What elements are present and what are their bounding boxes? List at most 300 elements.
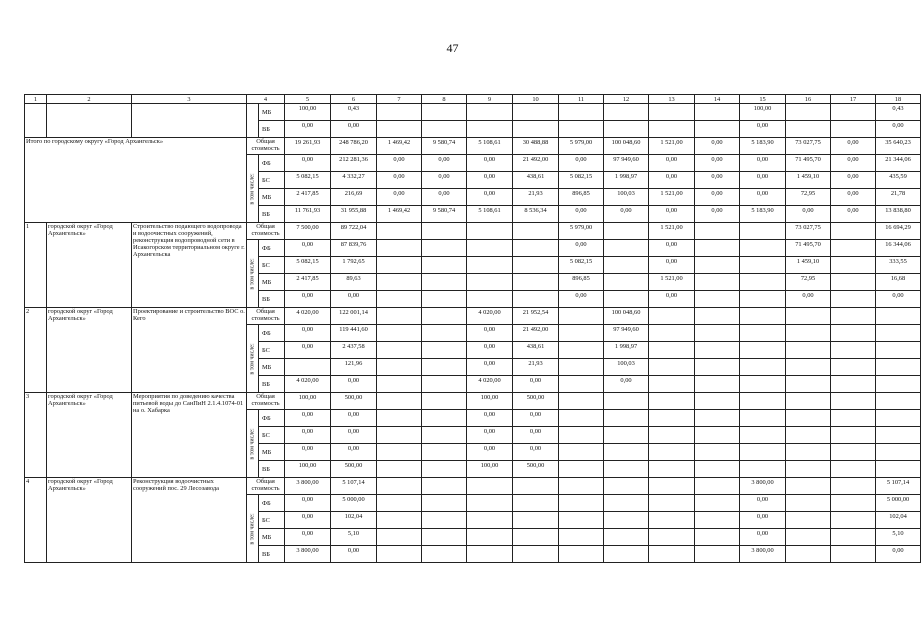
value-cell: 19 261,93 bbox=[285, 138, 331, 155]
funding-source: МБ bbox=[259, 529, 285, 546]
project-label: Проектирование и строительство ВОС о. Кего bbox=[132, 308, 247, 393]
value-cell: 0,00 bbox=[649, 206, 695, 223]
value-cell: 0,00 bbox=[285, 427, 331, 444]
value-cell: 1 998,97 bbox=[604, 172, 649, 189]
value-cell bbox=[831, 240, 876, 257]
value-cell bbox=[513, 495, 559, 512]
column-header: 14 bbox=[695, 95, 740, 104]
value-cell bbox=[604, 240, 649, 257]
funding-source: ВБ bbox=[259, 206, 285, 223]
value-cell bbox=[876, 393, 921, 410]
value-cell bbox=[740, 223, 786, 240]
column-header: 10 bbox=[513, 95, 559, 104]
value-cell bbox=[695, 444, 740, 461]
value-cell bbox=[559, 325, 604, 342]
value-cell bbox=[649, 121, 695, 138]
value-cell bbox=[740, 325, 786, 342]
value-cell bbox=[740, 427, 786, 444]
value-cell bbox=[559, 529, 604, 546]
value-cell bbox=[422, 257, 467, 274]
value-cell bbox=[559, 495, 604, 512]
value-cell bbox=[604, 393, 649, 410]
value-cell: 0,00 bbox=[513, 410, 559, 427]
budget-table bbox=[24, 94, 921, 563]
value-cell bbox=[831, 359, 876, 376]
value-cell bbox=[831, 325, 876, 342]
value-cell bbox=[649, 529, 695, 546]
value-cell: 121,96 bbox=[331, 359, 377, 376]
value-cell bbox=[422, 104, 467, 121]
value-cell bbox=[604, 495, 649, 512]
value-cell bbox=[831, 121, 876, 138]
value-cell: 0,00 bbox=[740, 189, 786, 206]
vertical-label bbox=[247, 240, 259, 308]
value-cell: 87 839,76 bbox=[331, 240, 377, 257]
value-cell: 21 492,00 bbox=[513, 325, 559, 342]
value-cell bbox=[604, 223, 649, 240]
value-cell bbox=[876, 461, 921, 478]
value-cell bbox=[649, 427, 695, 444]
value-cell: 0,00 bbox=[831, 206, 876, 223]
value-cell: 0,00 bbox=[422, 172, 467, 189]
value-cell: 0,00 bbox=[467, 155, 513, 172]
value-cell: 4 020,00 bbox=[467, 308, 513, 325]
value-cell bbox=[786, 444, 831, 461]
value-cell bbox=[513, 291, 559, 308]
blank-cell bbox=[247, 104, 259, 138]
value-cell bbox=[513, 529, 559, 546]
value-cell: 16 694,29 bbox=[876, 223, 921, 240]
value-cell bbox=[422, 274, 467, 291]
value-cell: 102,04 bbox=[331, 512, 377, 529]
column-header: 8 bbox=[422, 95, 467, 104]
value-cell bbox=[649, 495, 695, 512]
value-cell: 30 488,88 bbox=[513, 138, 559, 155]
value-cell: 1 998,97 bbox=[604, 342, 649, 359]
value-cell: 35 640,23 bbox=[876, 138, 921, 155]
value-cell: 248 786,20 bbox=[331, 138, 377, 155]
value-cell: 0,00 bbox=[559, 206, 604, 223]
value-cell: 21,78 bbox=[876, 189, 921, 206]
total-label: Общая стоимость bbox=[247, 393, 285, 410]
value-cell: 21 952,54 bbox=[513, 308, 559, 325]
value-cell: 119 441,60 bbox=[331, 325, 377, 342]
value-cell: 0,00 bbox=[740, 121, 786, 138]
value-cell bbox=[377, 427, 422, 444]
value-cell bbox=[604, 121, 649, 138]
value-cell bbox=[377, 376, 422, 393]
total-label: Общая стоимость bbox=[247, 223, 285, 240]
value-cell bbox=[649, 444, 695, 461]
value-cell: 0,00 bbox=[649, 240, 695, 257]
value-cell: 1 521,00 bbox=[649, 223, 695, 240]
column-header: 4 bbox=[247, 95, 285, 104]
value-cell: 100,00 bbox=[740, 104, 786, 121]
value-cell: 3 800,00 bbox=[740, 546, 786, 563]
value-cell bbox=[377, 512, 422, 529]
value-cell bbox=[377, 495, 422, 512]
value-cell bbox=[831, 274, 876, 291]
value-cell bbox=[377, 461, 422, 478]
value-cell bbox=[467, 223, 513, 240]
value-cell bbox=[740, 240, 786, 257]
value-cell: 5 000,00 bbox=[876, 495, 921, 512]
value-cell bbox=[649, 308, 695, 325]
value-cell bbox=[876, 376, 921, 393]
value-cell: 1 521,00 bbox=[649, 138, 695, 155]
value-cell bbox=[740, 444, 786, 461]
value-cell: 0,00 bbox=[649, 257, 695, 274]
value-cell: 0,00 bbox=[285, 342, 331, 359]
group-total-row bbox=[25, 308, 921, 325]
value-cell: 0,00 bbox=[695, 138, 740, 155]
value-cell: 102,04 bbox=[876, 512, 921, 529]
value-cell: 0,00 bbox=[876, 121, 921, 138]
value-cell: 0,00 bbox=[285, 155, 331, 172]
value-cell: 0,00 bbox=[513, 427, 559, 444]
column-header: 12 bbox=[604, 95, 649, 104]
value-cell: 0,00 bbox=[331, 444, 377, 461]
value-cell bbox=[831, 291, 876, 308]
value-cell: 0,00 bbox=[467, 325, 513, 342]
vertical-label-text: в том числе: bbox=[249, 427, 255, 460]
value-cell bbox=[377, 121, 422, 138]
value-cell: 1 792,65 bbox=[331, 257, 377, 274]
funding-source: БС bbox=[259, 257, 285, 274]
value-cell bbox=[422, 461, 467, 478]
funding-source: ВБ bbox=[259, 121, 285, 138]
value-cell bbox=[695, 342, 740, 359]
value-cell: 89 722,04 bbox=[331, 223, 377, 240]
value-cell bbox=[831, 223, 876, 240]
value-cell: 71 495,70 bbox=[786, 240, 831, 257]
value-cell bbox=[786, 121, 831, 138]
value-cell: 438,61 bbox=[513, 342, 559, 359]
value-cell bbox=[377, 325, 422, 342]
value-cell: 0,00 bbox=[740, 495, 786, 512]
value-cell bbox=[831, 393, 876, 410]
value-cell bbox=[559, 121, 604, 138]
value-cell: 0,00 bbox=[285, 529, 331, 546]
funding-source: ФБ bbox=[259, 240, 285, 257]
table-body bbox=[25, 95, 921, 563]
value-cell bbox=[786, 104, 831, 121]
value-cell bbox=[695, 546, 740, 563]
value-cell bbox=[740, 359, 786, 376]
value-cell: 2 437,58 bbox=[331, 342, 377, 359]
value-cell: 4 020,00 bbox=[467, 376, 513, 393]
owner-label: городской округ «Город Архангельск» bbox=[47, 393, 132, 478]
value-cell bbox=[695, 410, 740, 427]
value-cell: 0,00 bbox=[422, 189, 467, 206]
value-cell: 333,55 bbox=[876, 257, 921, 274]
value-cell bbox=[604, 274, 649, 291]
value-cell bbox=[649, 512, 695, 529]
value-cell bbox=[559, 342, 604, 359]
value-cell bbox=[422, 121, 467, 138]
value-cell bbox=[604, 410, 649, 427]
value-cell bbox=[695, 121, 740, 138]
value-cell: 0,00 bbox=[377, 189, 422, 206]
value-cell: 0,00 bbox=[285, 495, 331, 512]
value-cell bbox=[786, 393, 831, 410]
project-label: Реконструкция водоочистных сооружений пос. 29 Лесозавода bbox=[132, 478, 247, 563]
funding-source: ФБ bbox=[259, 155, 285, 172]
value-cell: 0,00 bbox=[649, 155, 695, 172]
value-cell: 0,00 bbox=[876, 291, 921, 308]
value-cell bbox=[831, 529, 876, 546]
value-cell bbox=[786, 546, 831, 563]
value-cell: 0,00 bbox=[467, 444, 513, 461]
value-cell bbox=[377, 444, 422, 461]
blank-cell bbox=[25, 104, 47, 138]
value-cell bbox=[740, 376, 786, 393]
value-cell: 5,10 bbox=[876, 529, 921, 546]
value-cell: 0,00 bbox=[285, 325, 331, 342]
vertical-label-text: в том числе: bbox=[249, 342, 255, 375]
value-cell: 500,00 bbox=[513, 393, 559, 410]
value-cell bbox=[377, 104, 422, 121]
value-cell bbox=[377, 291, 422, 308]
value-cell bbox=[786, 410, 831, 427]
value-cell bbox=[422, 529, 467, 546]
row-number: 1 bbox=[25, 223, 47, 308]
value-cell: 8 536,34 bbox=[513, 206, 559, 223]
row-number: 2 bbox=[25, 308, 47, 393]
column-header: 7 bbox=[377, 95, 422, 104]
value-cell bbox=[422, 444, 467, 461]
value-cell bbox=[377, 546, 422, 563]
value-cell: 21,93 bbox=[513, 189, 559, 206]
value-cell bbox=[422, 427, 467, 444]
value-cell bbox=[604, 478, 649, 495]
value-cell bbox=[377, 342, 422, 359]
value-cell bbox=[695, 104, 740, 121]
value-cell bbox=[695, 257, 740, 274]
value-cell bbox=[467, 512, 513, 529]
value-cell: 100,00 bbox=[467, 461, 513, 478]
header-row bbox=[25, 95, 921, 104]
value-cell bbox=[695, 495, 740, 512]
value-cell bbox=[786, 461, 831, 478]
value-cell: 0,00 bbox=[695, 189, 740, 206]
value-cell: 3 800,00 bbox=[285, 478, 331, 495]
value-cell: 0,00 bbox=[740, 155, 786, 172]
value-cell bbox=[786, 325, 831, 342]
funding-source: БС bbox=[259, 427, 285, 444]
column-header: 16 bbox=[786, 95, 831, 104]
value-cell: 0,00 bbox=[285, 512, 331, 529]
value-cell: 1 469,42 bbox=[377, 138, 422, 155]
value-cell: 5 183,90 bbox=[740, 138, 786, 155]
value-cell bbox=[831, 546, 876, 563]
value-cell: 13 838,80 bbox=[876, 206, 921, 223]
value-cell bbox=[513, 223, 559, 240]
value-cell: 0,00 bbox=[331, 121, 377, 138]
value-cell bbox=[831, 512, 876, 529]
funding-source: БС bbox=[259, 172, 285, 189]
value-cell bbox=[740, 410, 786, 427]
value-cell: 4 332,27 bbox=[331, 172, 377, 189]
value-cell: 0,00 bbox=[285, 291, 331, 308]
value-cell: 0,00 bbox=[467, 427, 513, 444]
value-cell bbox=[377, 308, 422, 325]
column-header: 6 bbox=[331, 95, 377, 104]
value-cell bbox=[467, 274, 513, 291]
project-label: Строительство подающего водопровода и водоочистных сооружений, реконструкция водопроводной сети в Исакогорском территориальном округе г. Архангельска bbox=[132, 223, 247, 308]
value-cell: 1 459,10 bbox=[786, 257, 831, 274]
value-cell bbox=[831, 104, 876, 121]
value-cell: 122 001,14 bbox=[331, 308, 377, 325]
value-cell bbox=[831, 444, 876, 461]
value-cell bbox=[422, 325, 467, 342]
value-cell bbox=[559, 308, 604, 325]
value-cell: 0,00 bbox=[285, 444, 331, 461]
value-cell bbox=[422, 376, 467, 393]
column-header: 1 bbox=[25, 95, 47, 104]
value-cell: 0,00 bbox=[331, 427, 377, 444]
value-cell bbox=[377, 393, 422, 410]
value-cell: 212 281,36 bbox=[331, 155, 377, 172]
total-label: Общая стоимость bbox=[247, 308, 285, 325]
value-cell: 216,69 bbox=[331, 189, 377, 206]
total-label: Общая стоимость bbox=[247, 138, 285, 155]
value-cell bbox=[740, 274, 786, 291]
value-cell bbox=[695, 512, 740, 529]
value-cell bbox=[695, 478, 740, 495]
page-number: 47 bbox=[446, 41, 459, 55]
value-cell: 0,00 bbox=[604, 206, 649, 223]
value-cell bbox=[649, 478, 695, 495]
owner-label: городской округ «Город Архангельск» bbox=[47, 478, 132, 563]
value-cell: 73 027,75 bbox=[786, 223, 831, 240]
value-cell: 21 344,06 bbox=[876, 155, 921, 172]
value-cell bbox=[422, 240, 467, 257]
value-cell bbox=[467, 546, 513, 563]
value-cell: 0,00 bbox=[513, 376, 559, 393]
value-cell: 0,00 bbox=[467, 359, 513, 376]
value-cell bbox=[831, 410, 876, 427]
value-cell: 97 949,60 bbox=[604, 155, 649, 172]
value-cell: 72,95 bbox=[786, 189, 831, 206]
funding-source: МБ bbox=[259, 274, 285, 291]
value-cell bbox=[649, 376, 695, 393]
row-number: 3 bbox=[25, 393, 47, 478]
value-cell bbox=[831, 461, 876, 478]
value-cell: 0,00 bbox=[559, 240, 604, 257]
value-cell: 5 082,15 bbox=[559, 172, 604, 189]
value-cell: 4 020,00 bbox=[285, 308, 331, 325]
value-cell: 0,00 bbox=[377, 172, 422, 189]
value-cell bbox=[786, 427, 831, 444]
value-cell: 3 800,00 bbox=[285, 546, 331, 563]
value-cell: 0,00 bbox=[876, 546, 921, 563]
value-cell: 9 580,74 bbox=[422, 138, 467, 155]
value-cell bbox=[831, 257, 876, 274]
value-cell bbox=[467, 529, 513, 546]
value-cell: 97 949,60 bbox=[604, 325, 649, 342]
value-cell bbox=[513, 512, 559, 529]
value-cell bbox=[559, 427, 604, 444]
column-header: 18 bbox=[876, 95, 921, 104]
value-cell bbox=[467, 121, 513, 138]
value-cell bbox=[377, 529, 422, 546]
value-cell bbox=[786, 495, 831, 512]
value-cell bbox=[740, 342, 786, 359]
value-cell bbox=[604, 104, 649, 121]
value-cell bbox=[740, 461, 786, 478]
funding-source: ВБ bbox=[259, 291, 285, 308]
value-cell: 438,61 bbox=[513, 172, 559, 189]
value-cell: 5 000,00 bbox=[331, 495, 377, 512]
table-row bbox=[25, 104, 921, 121]
value-cell bbox=[695, 291, 740, 308]
value-cell: 5 108,61 bbox=[467, 138, 513, 155]
value-cell: 100,00 bbox=[285, 461, 331, 478]
value-cell: 0,00 bbox=[831, 172, 876, 189]
value-cell: 0,00 bbox=[740, 172, 786, 189]
funding-source: ВБ bbox=[259, 376, 285, 393]
project-label: Мероприятия по доведению качества питьевой воды до СанПиН 2.1.4.1074-01 на о. Хабарка bbox=[132, 393, 247, 478]
value-cell: 9 580,74 bbox=[422, 206, 467, 223]
funding-source: БС bbox=[259, 342, 285, 359]
funding-source: ВБ bbox=[259, 461, 285, 478]
value-cell bbox=[876, 427, 921, 444]
value-cell: 0,00 bbox=[559, 291, 604, 308]
value-cell bbox=[422, 512, 467, 529]
value-cell: 3 800,00 bbox=[740, 478, 786, 495]
value-cell bbox=[786, 308, 831, 325]
value-cell bbox=[513, 478, 559, 495]
value-cell bbox=[876, 359, 921, 376]
funding-source: БС bbox=[259, 512, 285, 529]
value-cell: 100,00 bbox=[467, 393, 513, 410]
value-cell bbox=[876, 325, 921, 342]
value-cell bbox=[786, 512, 831, 529]
total-label: Общая стоимость bbox=[247, 478, 285, 495]
value-cell: 1 521,00 bbox=[649, 189, 695, 206]
value-cell: 0,00 bbox=[831, 138, 876, 155]
vertical-label bbox=[247, 495, 259, 563]
group-total-row bbox=[25, 478, 921, 495]
value-cell bbox=[377, 223, 422, 240]
column-header: 5 bbox=[285, 95, 331, 104]
value-cell bbox=[559, 546, 604, 563]
value-cell bbox=[604, 444, 649, 461]
value-cell: 5 082,15 bbox=[285, 257, 331, 274]
value-cell: 71 495,70 bbox=[786, 155, 831, 172]
vertical-label-text: в том числе: bbox=[249, 172, 255, 205]
value-cell bbox=[467, 291, 513, 308]
value-cell bbox=[649, 546, 695, 563]
value-cell bbox=[695, 376, 740, 393]
value-cell bbox=[649, 104, 695, 121]
value-cell: 5 082,15 bbox=[285, 172, 331, 189]
value-cell: 0,00 bbox=[695, 206, 740, 223]
value-cell bbox=[649, 359, 695, 376]
value-cell: 0,00 bbox=[559, 155, 604, 172]
value-cell bbox=[377, 274, 422, 291]
value-cell: 100,00 bbox=[285, 393, 331, 410]
value-cell bbox=[649, 325, 695, 342]
funding-source: МБ bbox=[259, 444, 285, 461]
value-cell: 31 955,88 bbox=[331, 206, 377, 223]
value-cell: 0,43 bbox=[331, 104, 377, 121]
funding-source: ФБ bbox=[259, 495, 285, 512]
value-cell bbox=[559, 444, 604, 461]
value-cell: 5 108,61 bbox=[467, 206, 513, 223]
value-cell: 89,63 bbox=[331, 274, 377, 291]
